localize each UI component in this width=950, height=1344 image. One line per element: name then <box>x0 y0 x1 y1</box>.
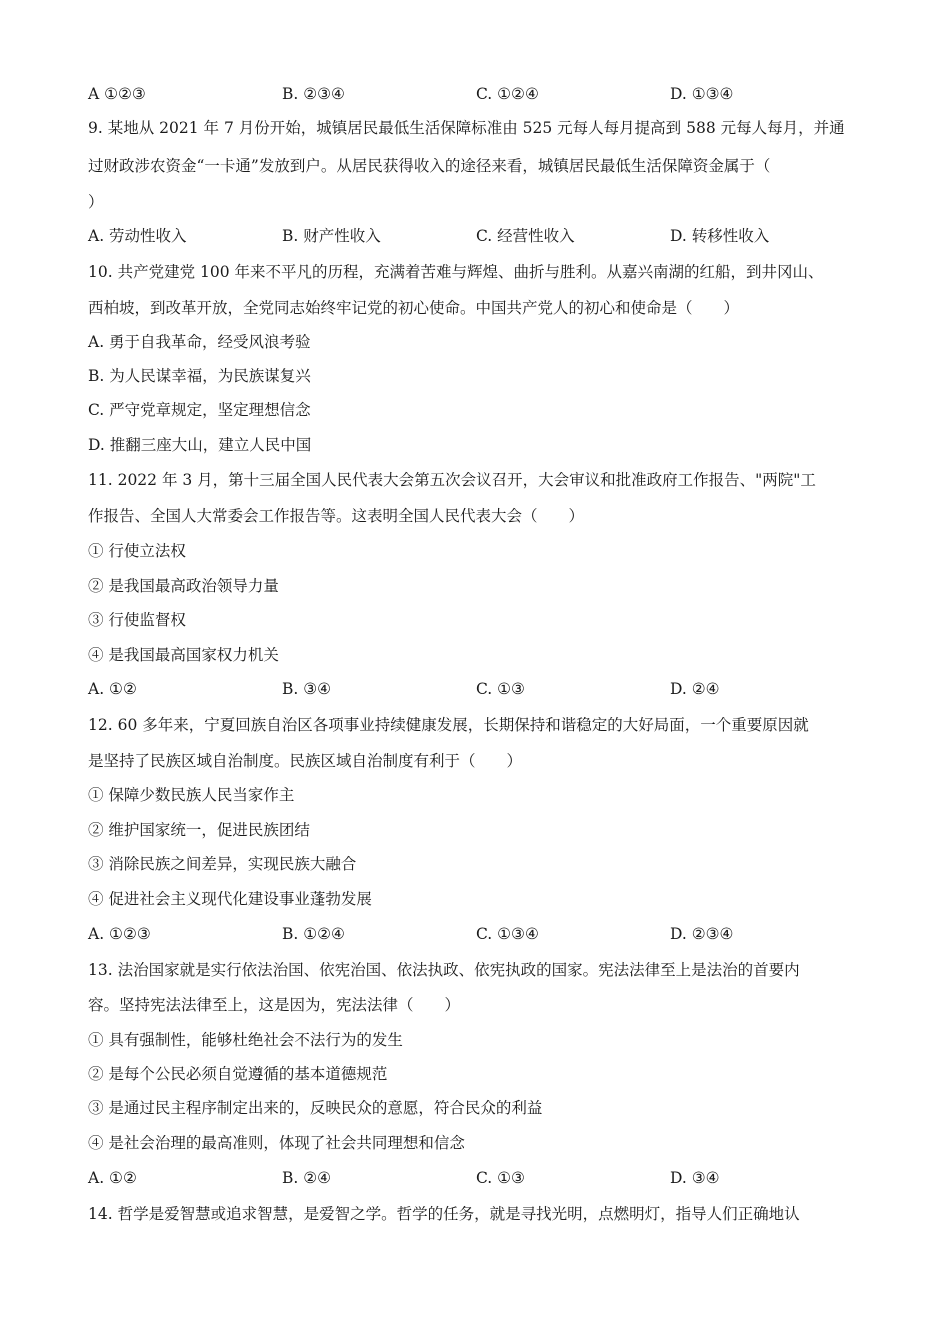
question-14-stem: 14. 哲学是爱智慧或追求智慧，是爱智之学。哲学的任务，就是寻找光明，点燃明灯，指导人们正确地认 <box>88 1205 800 1223</box>
option-d: D. 转移性收入 <box>670 227 770 245</box>
question-10-stem: 10. 共产党建党 100 年来不平凡的历程，充满着苦难与辉煌、曲折与胜利。从嘉兴南湖的红船，到井冈山、 <box>88 263 824 281</box>
statement-item: ① 具有强制性，能够杜绝社会不法行为的发生 <box>88 1031 403 1049</box>
option-d: D. 推翻三座大山，建立人民中国 <box>88 436 312 454</box>
option-b: B. 为人民谋幸福，为民族谋复兴 <box>88 367 311 385</box>
option-d: D. ②③④ <box>670 925 734 943</box>
option-a: A ①②③ <box>88 85 146 103</box>
option-b: B. ①②④ <box>282 925 345 943</box>
statement-item: ① 行使立法权 <box>88 542 186 560</box>
question-12-stem: 12. 60 多年来，宁夏回族自治区各项事业持续健康发展，长期保持和谐稳定的大好局面，一个重要原因就 <box>88 716 809 734</box>
option-c: C. ①③ <box>476 1169 525 1187</box>
question-9-stem: 过财政涉农资金“一卡通”发放到户。从居民获得收入的途径来看，城镇居民最低生活保障资金属于（ <box>88 157 771 175</box>
option-d: D. ①③④ <box>670 85 734 103</box>
question-11-stem: 11. 2022 年 3 月，第十三届全国人民代表大会第五次会议召开，大会审议和批准政府工作报告、"两院"工 <box>88 471 816 489</box>
statement-item: ③ 是通过民主程序制定出来的，反映民众的意愿，符合民众的利益 <box>88 1099 543 1117</box>
option-d: D. ③④ <box>670 1169 720 1187</box>
question-12-stem: 是坚持了民族区域自治制度。民族区域自治制度有利于（ ） <box>88 752 523 770</box>
option-d: D. ②④ <box>670 680 720 698</box>
option-b: B. 财产性收入 <box>282 227 381 245</box>
option-c: C. 经营性收入 <box>476 227 575 245</box>
question-13-stem: 容。坚持宪法法律至上，这是因为，宪法法律（ ） <box>88 996 461 1014</box>
option-a: A. ①②③ <box>88 925 151 943</box>
statement-item: ① 保障少数民族人民当家作主 <box>88 786 295 804</box>
statement-item: ② 是每个公民必须自觉遵循的基本道德规范 <box>88 1065 388 1083</box>
statement-item: ③ 消除民族之间差异，实现民族大融合 <box>88 855 357 873</box>
question-9-stem: 9. 某地从 2021 年 7 月份开始，城镇居民最低生活保障标准由 525 元每人每月提高到 588 元每人每月，并通 <box>88 119 845 137</box>
question-13-stem: 13. 法治国家就是实行依法治国、依宪治国、依法执政、依宪执政的国家。宪法法律至上是法治的首要内 <box>88 961 800 979</box>
statement-item: ④ 是社会治理的最高准则，体现了社会共同理想和信念 <box>88 1134 465 1152</box>
statement-item: ② 维护国家统一，促进民族团结 <box>88 821 310 839</box>
option-c: C. ①③ <box>476 680 525 698</box>
option-c: C. ①②④ <box>476 85 539 103</box>
option-a: A. 勇于自我革命，经受风浪考验 <box>88 333 311 351</box>
question-11-stem: 作报告、全国人大常委会工作报告等。这表明全国人民代表大会（ ） <box>88 507 585 525</box>
option-b: B. ③④ <box>282 680 332 698</box>
statement-item: ④ 是我国最高国家权力机关 <box>88 646 279 664</box>
question-10-stem: 西柏坡，到改革开放，全党同志始终牢记党的初心使命。中国共产党人的初心和使命是（ ） <box>88 299 740 317</box>
option-c: C. ①③④ <box>476 925 539 943</box>
statement-item: ④ 促进社会主义现代化建设事业蓬勃发展 <box>88 890 372 908</box>
option-a: A. ①② <box>88 1169 137 1187</box>
option-a: A. 劳动性收入 <box>88 227 187 245</box>
option-b: B. ②③④ <box>282 85 345 103</box>
statement-item: ② 是我国最高政治领导力量 <box>88 577 279 595</box>
option-c: C. 严守党章规定，坚定理想信念 <box>88 401 311 419</box>
option-b: B. ②④ <box>282 1169 332 1187</box>
option-a: A. ①② <box>88 680 137 698</box>
question-9-stem: ） <box>88 193 104 211</box>
statement-item: ③ 行使监督权 <box>88 611 186 629</box>
